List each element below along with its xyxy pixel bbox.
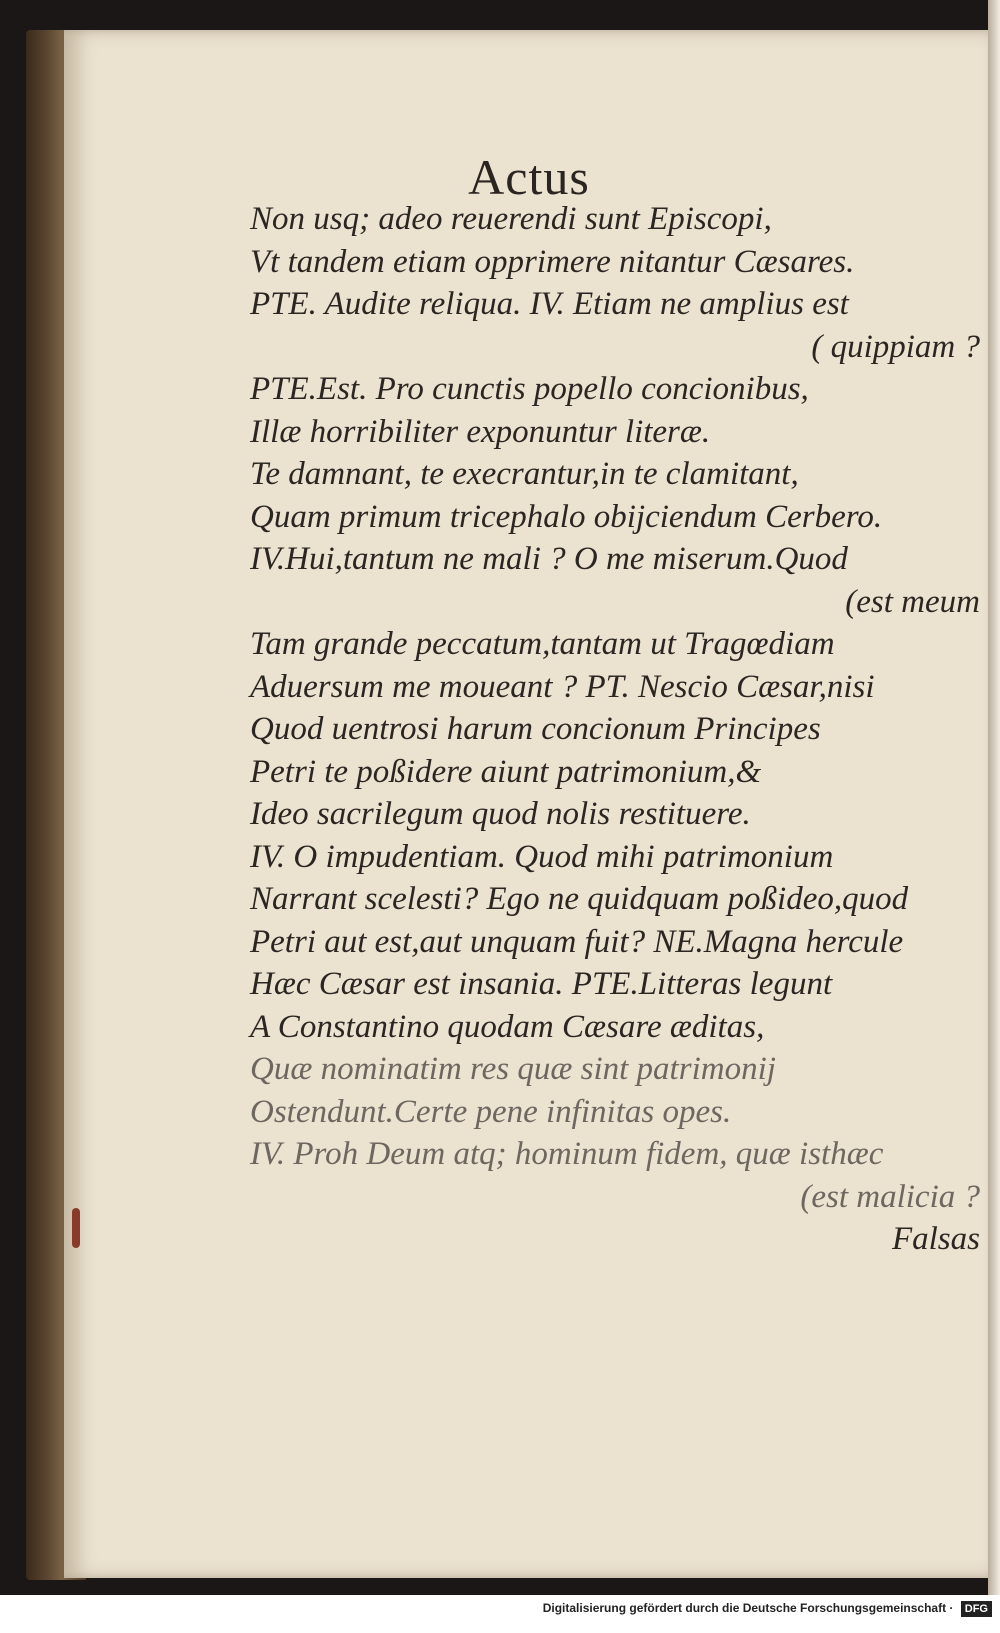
- text-line: Hæc Cæsar est insania. PTE.Litteras legunt: [250, 966, 833, 1002]
- text-line: PTE.Est. Pro cunctis popello concionibus,: [250, 371, 809, 407]
- text-line: IV. O impudentiam. Quod mihi patrimonium: [250, 838, 834, 875]
- footer: [0, 1601, 992, 1623]
- footer-credit: Digitalisierung gefördert durch die Deutsche Forschungsgemeinschaft ·: [542, 1601, 954, 1616]
- text-line: ( quippiam ?: [811, 328, 980, 365]
- dfg-logo-badge: DFG: [961, 1601, 992, 1617]
- text-line: Quod uentrosi harum concionum Principes: [250, 711, 821, 747]
- text-line: Tam grande peccatum,tantam ut Tragœdiam: [250, 626, 835, 662]
- text-line: Quam primum tricephalo obijciendum Cerbero.: [250, 498, 883, 535]
- page-title: Actus: [468, 149, 590, 205]
- text-line: IV. Proh Deum atq; hominum fidem, quæ isthæc: [250, 1136, 884, 1172]
- text-line: Ideo sacrilegum quod nolis restituere.: [250, 796, 751, 832]
- text-line: Quæ nominatim res quæ sint patrimonij: [250, 1051, 776, 1087]
- verse-text-block: [250, 198, 980, 1261]
- text-line: A Constantino quodam Cæsare æditas,: [250, 1008, 765, 1045]
- text-line: Non usq; adeo reuerendi sunt Episcopi,: [250, 201, 772, 237]
- text-line: (est malicia ?: [800, 1178, 980, 1215]
- text-line: Petri te poßidere aiunt patrimonium,&: [250, 753, 762, 790]
- text-line: IV.Hui,tantum ne mali ? O me miserum.Quod: [250, 541, 848, 577]
- text-line: Narrant scelesti? Ego ne quidquam poßideo,quod: [250, 881, 909, 917]
- right-page-edge: [988, 0, 1000, 1595]
- text-line: Aduersum me moueant ? PT. Nescio Cæsar,nisi: [250, 668, 875, 705]
- text-line: Petri aut est,aut unquam fuit? NE.Magna hercule: [250, 923, 904, 960]
- text-line: Illæ horribiliter exponuntur literæ.: [250, 413, 711, 450]
- text-line: Ostendunt.Certe pene infinitas opes.: [250, 1093, 732, 1130]
- text-line: (est meum: [845, 583, 980, 620]
- page-stain: [72, 1208, 80, 1248]
- text-line: Falsas: [891, 1221, 980, 1257]
- text-line: PTE. Audite reliqua. IV. Etiam ne amplius est: [250, 286, 849, 322]
- text-line: Vt tandem etiam opprimere nitantur Cæsares.: [250, 243, 855, 280]
- text-line: Te damnant, te execrantur,in te clamitant,: [250, 456, 799, 492]
